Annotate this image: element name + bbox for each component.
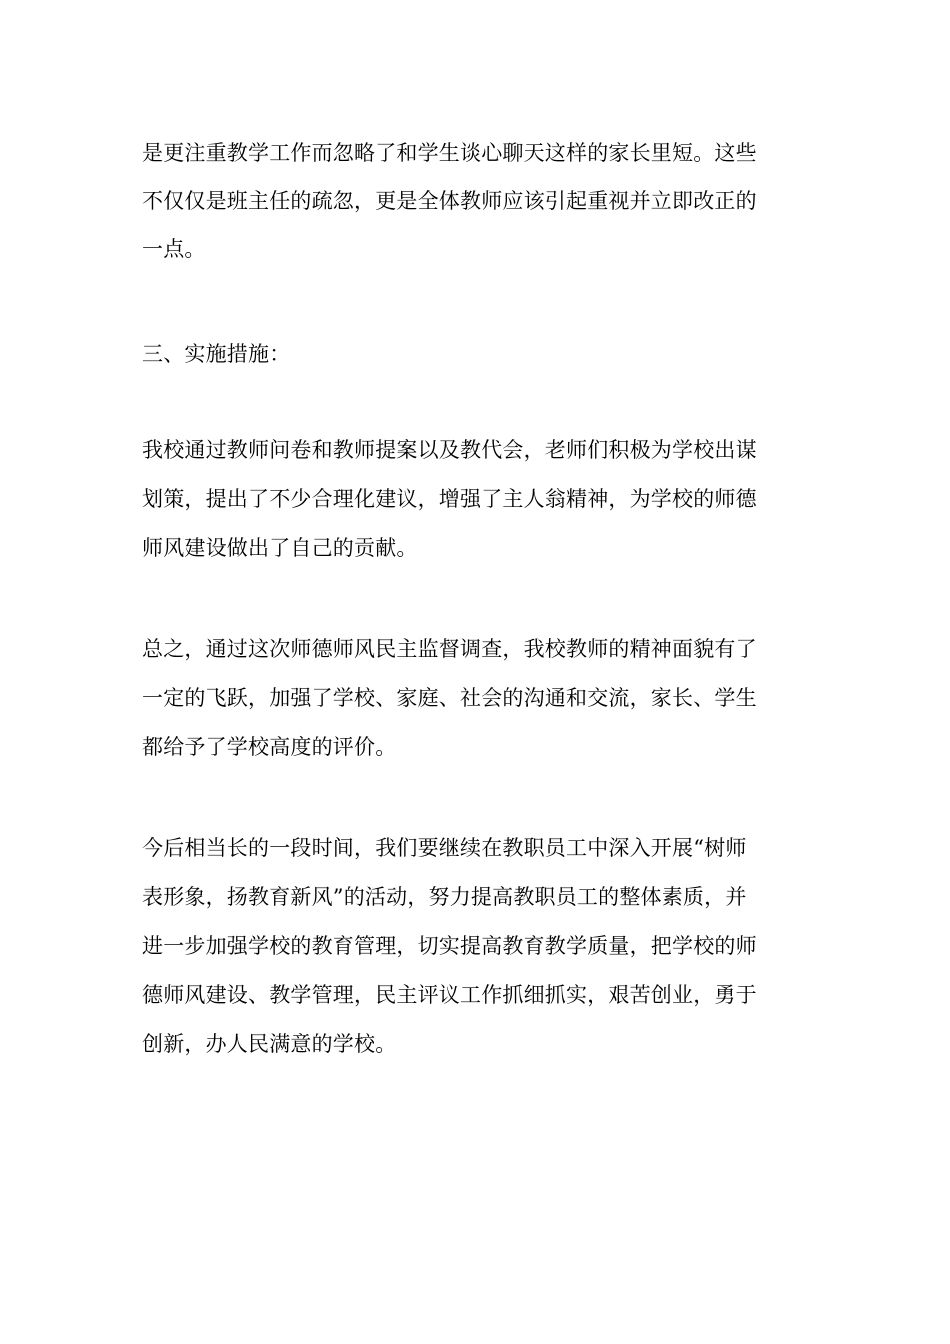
- paragraph-1-line-3: 一点。: [142, 237, 206, 261]
- paragraph-3-line-3: 都给予了学校高度的评价。: [142, 735, 397, 759]
- paragraph-4-line-4: 德师风建设、教学管理，民主评议工作抓细抓实，艰苦创业，勇于: [142, 983, 757, 1007]
- paragraph-4-line-2: 表形象，扬教育新风”的活动，努力提高教职员工的整体素质，并: [142, 885, 747, 909]
- paragraph-2-line-3: 师风建设做出了自己的贡献。: [142, 536, 418, 560]
- paragraph-3-line-2: 一定的飞跃，加强了学校、家庭、社会的沟通和交流，家长、学生: [142, 686, 757, 710]
- section-heading: 三、实施措施：: [142, 342, 291, 366]
- paragraph-1-line-1: 是更注重教学工作而忽略了和学生谈心聊天这样的家长里短。这些: [142, 141, 757, 165]
- paragraph-4-line-5: 创新，办人民满意的学校。: [142, 1032, 397, 1056]
- paragraph-1-line-2: 不仅仅是班主任的疏忽，更是全体教师应该引起重视并立即改正的: [142, 189, 757, 213]
- paragraph-4-line-1: 今后相当长的一段时间，我们要继续在教职员工中深入开展“树师: [142, 836, 747, 860]
- paragraph-2-line-1: 我校通过教师问卷和教师提案以及教代会，老师们积极为学校出谋: [142, 438, 757, 462]
- paragraph-4-line-3: 进一步加强学校的教育管理，切实提高教育教学质量，把学校的师: [142, 934, 757, 958]
- paragraph-2-line-2: 划策，提出了不少合理化建议，增强了主人翁精神，为学校的师德: [142, 487, 757, 511]
- paragraph-3-line-1: 总之，通过这次师德师风民主监督调查，我校教师的精神面貌有了: [142, 637, 757, 661]
